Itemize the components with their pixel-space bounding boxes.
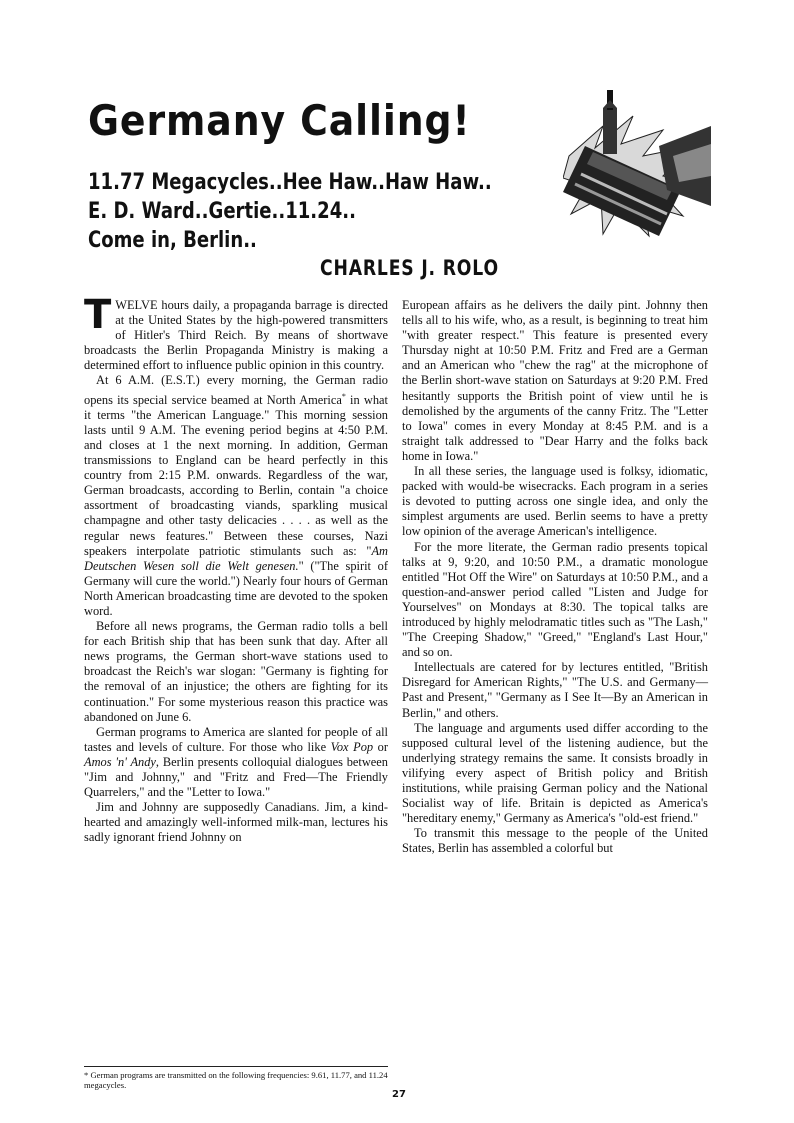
- footnote-marker: *: [341, 391, 346, 401]
- page-number: 27: [392, 1089, 406, 1100]
- paragraph: Intellectuals are catered for by lectures entitled, "British Disregard for American Rights," "The U.S. and Germany—Past and Present," "Germany as I See It—By an American in Berlin," and others.: [402, 660, 708, 720]
- article-title: Germany Calling!: [88, 96, 471, 145]
- paragraph: European affairs as he delivers the daily pint. Johnny then tells all to his wife, who, as a result, is beginning to treat him "with greater respect." This feature is presented every Thursday night at 10:50 P.M. Fritz and Fred are a German and an American who "chew the rag" at the microphone of the Berlin short-wave station on Saturdays at 9:20 P.M. Fred hesitantly supports the British point of view until he is demolished by the arguments of the canny Fritz. The "Letter to Iowa" comes in every Monday at 8:45 P.M. and is a straight talk addressed to "Dear Harry and the folks back home in Iowa.": [402, 298, 708, 463]
- paragraph: TWELVE hours daily, a propaganda barrage is directed at the United States by the high-powered transmitters of Hitler's Third Reich. By means of shortwave broadcasts the Berlin Propaganda Ministry is making a determined effort to influence public opinion in this country.: [84, 292, 388, 373]
- paragraph: The language and arguments used differ according to the supposed cultural level of the listening audience, but the underlying strategy remains the same. It consists broadly in vilifying every aspect of British policy and British institutions, while praising German policy and the National Socialist way of life. Britain is depicted as America's "hereditary enemy," Germany as America's "old-est friend.": [402, 720, 708, 826]
- paragraph: Jim and Johnny are supposedly Canadians. Jim, a kind-hearted and amazingly well-informed milk-man, lectures his sadly ignorant friend Johnny on: [84, 800, 388, 845]
- subtitle-line-1: 11.77 Megacycles..Hee Haw..Haw Haw..: [88, 170, 492, 195]
- footnote: * German programs are transmitted on the following frequencies: 9.61, 11.77, and 11.24 megacycles.: [84, 1066, 388, 1090]
- drop-cap: T: [84, 292, 112, 338]
- paragraph: For the more literate, the German radio presents topical talks at 9, 9:20, and 10:50 P.M., a dramatic monologue entitled "Hot Off the Wire" on Saturdays at 10:50 P.M., and a question-and-answer period called "Listen and Judge for Yourselves" on Mondays at 8:30. The topical talks are introduced by highly melodramatic titles such as "The Lash," "The Creeping Shadow," "Greed," "England's Last Hour," and so on.: [402, 539, 708, 660]
- article-subtitle: [88, 168, 492, 255]
- subtitle-line-3: Come in, Berlin..: [88, 228, 257, 253]
- paragraph: Before all news programs, the German radio tolls a bell for each British ship that has been sunk that day. After all news programs, the German short-wave stations used to broadcast the Reich's war slogan: "Germany is fighting for the removal of an injustice; the others are fighting for its continuation." For some mysterious reason this practice was abandoned on June 6.: [84, 619, 388, 724]
- subtitle-line-2: E. D. Ward..Gertie..11.24..: [88, 199, 356, 224]
- paragraph: German programs to America are slanted for people of all tastes and levels of culture. For those who like Vox Pop or Amos 'n' Andy, Berlin presents colloquial dialogues between "Jim and Johnny," and "Fritz and Fred—The Friendly Quarrelers," and the "Letter to Iowa.": [84, 724, 388, 800]
- paragraph: To transmit this message to the people of the United States, Berlin has assembled a colorful but: [402, 826, 708, 856]
- left-column: [84, 292, 388, 846]
- author-byline: CHARLES J. ROLO: [320, 256, 499, 280]
- paragraph: At 6 A.M. (E.S.T.) every morning, the German radio opens its special service beamed at North America* in what it terms "the American Language." This morning session lasts until 9 A.M. The evening period begins at 4:50 P.M. and closes at 1 the next morning. In addition, German transmissions to England can be heard perfectly in this country from 2:15 P.M. onwards. Regardless of the war, German broadcasts, according to Berlin, contain "a choice assortment of broadcasting viands, sparkling musical champagne and other tasty delicacies . . . . as well as the regular news features." Between these courses, Nazi speakers interpolate patriotic stimulants such as: "Am Deutschen Wesen soll die Welt genesen." ("The spirit of Germany will cure the world.") Nearly four hours of German North American broadcasting time are devoted to the spoken word.: [84, 373, 388, 618]
- paragraph: In all these series, the language used is folksy, idiomatic, packed with would-be wisecracks. Each program in a series is devoted to putting across one single idea, and only the simplest arguments are used. Berlin seems to have a pretty low opinion of the average American's intelligence.: [402, 464, 708, 539]
- right-column: [402, 298, 708, 856]
- radio-tower-icon: [563, 86, 711, 248]
